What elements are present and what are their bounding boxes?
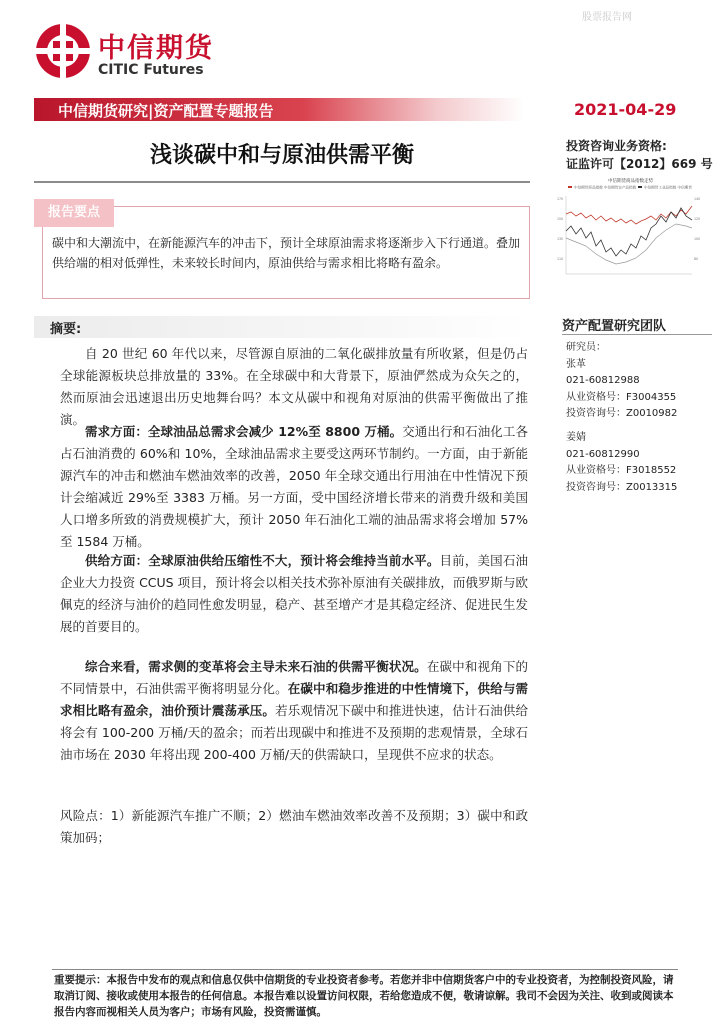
- conclusion-text-2: 若乐观情况下碳中和推进快速，估计石油供给将会有 100-200 万桶/天的盈余；而若出现碳中和推进不及预期的悲观情景，全球石油市场在 2030 年将出现 200-400 万桶/天的供需缺口，呈现供不应求的状态。: [60, 703, 528, 762]
- risk-points: 风险点：1）新能源汽车推广不顺；2）燃油车燃油效率改善不及预期；3）碳中和政策加码；: [60, 808, 528, 845]
- svg-text:130: 130: [557, 237, 564, 241]
- supply-highlight: 供给方面：全球原油供给压缩性不大，预计将会维持当前水平。: [85, 553, 440, 568]
- svg-text:110: 110: [557, 257, 564, 261]
- abstract-paragraph-1: 自 20 世纪 60 年代以来，尽管源自原油的二氧化碳排放量有所收紧，但是仍占全球能源板块总排放量的 33%。在全球碳中和大背景下，原油俨然成为众矢之的，然而原油会迅速退出历史地舞台吗？本文从碳中和视角对原油的供需平衡做出了推演。: [60, 346, 528, 427]
- abstract-header-bar: [34, 316, 528, 338]
- thumbnail-series-gray: [566, 224, 692, 264]
- thumbnail-title: 中信期货商品指数走势: [608, 179, 653, 184]
- disclaimer: 重要提示：本报告中发布的观点和信息仅供中信期货的专业投资者参考。若您并非中信期货客户中的专业投资者，为控制投资风险，请取消订阅、接收或使用本报告的任何信息。本报告难以设置访问权限，若给您造成不便，敬请谅解。我司不会因为关注、收到或阅读本报告内容而视相关人员为客户；市场有风险，投资需谨慎。: [54, 974, 674, 1018]
- abstract-paragraph-3: [60, 550, 528, 638]
- analyst-consult: 投资咨询号：Z0010982: [566, 408, 678, 419]
- analyst-card: [566, 430, 677, 496]
- conclusion-highlight-1: 综合来看，需求侧的变革将会主导未来石油的供需平衡状况。: [85, 659, 427, 674]
- analyst-license: 从业资格号：F3004355: [566, 391, 677, 403]
- svg-text:80: 80: [694, 257, 699, 261]
- svg-text:140: 140: [694, 197, 701, 201]
- conclusion-highlight-2: 在碳中和稳步推进的中性情境下，供给与需求相比略有盈余，油价预计震荡承压。: [60, 681, 528, 718]
- abstract-paragraph-4: [60, 656, 528, 766]
- watermark: 股票报告网: [582, 12, 632, 23]
- thumbnail-legend-right: 中信期货工业品指数 中信期货: [644, 185, 692, 190]
- conclusion-text-1: 在碳中和视角下的不同情景中，石油供需平衡将明显分化。: [60, 659, 528, 696]
- svg-text:170: 170: [557, 197, 564, 201]
- footer-divider: [52, 969, 678, 970]
- thumbnail-series-black: [566, 208, 692, 256]
- supply-text: 目前，美国石油企业大力投资 CCUS 项目，预计将会以相关技术弥补原油有关碳排放，而俄罗斯与欧佩克的经济与油价的趋同性愈发明显，稳产、甚至增产才是其稳定经济、促进民生发展的首要目的。: [60, 553, 528, 634]
- brand-name-cn: 中信期货: [98, 33, 214, 64]
- svg-text:150: 150: [557, 217, 564, 221]
- team-divider: [562, 334, 712, 335]
- title-divider: [34, 181, 530, 183]
- analyst-card: [566, 340, 677, 423]
- analyst-consult: 投资咨询号：Z0013315: [566, 481, 678, 493]
- team-title: 资产配置研究团队: [562, 319, 667, 334]
- report-date: 2021-04-29: [574, 100, 677, 119]
- citic-logo-icon: [34, 22, 92, 80]
- analyst-phone: 021-60812990: [566, 448, 640, 460]
- demand-text: 交通出行和石油化工各占石油消费的 60%和 10%，全球油品需求主要受这两环节制约。一方面，由于新能源汽车的冲击和燃油车燃油效率的改善，2050 年全球交通出行用油在中性情况下预计会缩减近 29%至 3383 万桶。另一方面，受中国经济增长带来的消费升级和美国人口增多所致的消费规模扩大，预计 2050 年石油化工端的油品需求将会增加 57%至 1584 万桶。: [60, 424, 528, 549]
- summary-box-text: 碳中和大潮流中，在新能源汽车的冲击下，预计全球原油需求将逐渐步入下行通道。叠加供给端的相对低弹性，未来较长时间内，原油供给与需求相比将略有盈余。: [52, 236, 521, 270]
- abstract-paragraph-2: [60, 421, 528, 553]
- analyst-license: 从业资格号：F3018552: [566, 465, 677, 476]
- qualification-line1: 投资咨询业务资格:: [566, 139, 667, 153]
- analyst-role: 研究员：: [566, 342, 606, 353]
- abstract-label: 摘要:: [50, 322, 82, 337]
- demand-highlight: 需求方面：全球油品总需求会减少 12%至 8800 万桶。: [85, 424, 403, 439]
- thumbnail-legend-left: 中信期货商品指数 中信期货农产品指数: [574, 185, 637, 190]
- analyst-name: 张革: [566, 358, 586, 370]
- brand-name-en: CITIC Futures: [98, 62, 204, 78]
- svg-text:120: 120: [694, 217, 701, 221]
- commodity-index-chart-thumbnail: [556, 176, 702, 300]
- analyst-name: 姜婧: [566, 432, 586, 443]
- page-title: 浅谈碳中和与原油供需平衡: [149, 143, 414, 168]
- banner-text: 中信期货研究|资产配置专题报告: [58, 102, 274, 120]
- summary-box-label: 报告要点: [34, 199, 114, 227]
- qualification-line2: 证监许可【2012】669 号: [566, 157, 713, 171]
- svg-text:100: 100: [694, 237, 701, 241]
- analyst-phone: 021-60812988: [566, 375, 640, 386]
